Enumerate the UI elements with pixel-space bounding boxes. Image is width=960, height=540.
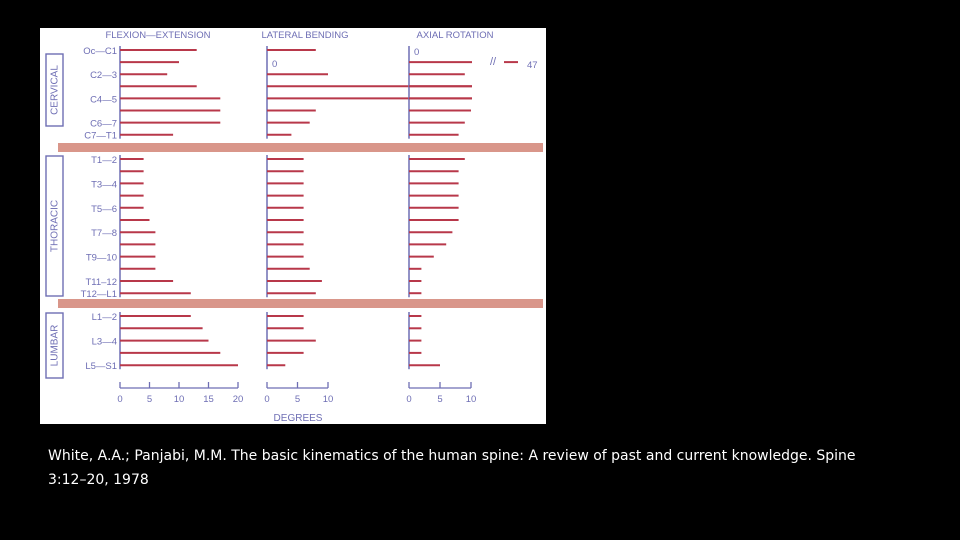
separator-cervical-thoracic — [58, 143, 543, 152]
x-axis-label: DEGREES — [273, 413, 323, 424]
level-label: L3—4 — [91, 336, 117, 348]
spine-kinematics-chart — [40, 28, 546, 424]
region-label-lumbar: LUMBAR — [49, 324, 61, 367]
level-label: C6—7 — [90, 118, 117, 130]
x-tick-label: 5 — [437, 394, 443, 405]
level-label: T1—2 — [91, 155, 117, 166]
level-label: L5—S1 — [85, 361, 117, 373]
chart-svg — [40, 28, 546, 424]
break-mark: // — [490, 56, 497, 69]
annotation-value: 47 — [527, 60, 538, 72]
level-label: C7—T1 — [84, 130, 117, 142]
x-tick-label: 5 — [294, 394, 301, 405]
panel-title: AXIAL ROTATION — [416, 30, 494, 41]
level-label: T11–12 — [85, 277, 117, 288]
level-label: L1—2 — [91, 312, 117, 323]
panel-title: LATERAL BENDING — [261, 30, 349, 41]
x-tick-label: 10 — [322, 394, 334, 405]
x-tick-label: 20 — [232, 394, 244, 405]
separator-thoracic-lumbar — [58, 299, 543, 308]
region-label-thoracic: THORACIC — [49, 199, 61, 253]
level-label: C2—3 — [90, 70, 117, 82]
x-tick-label: 5 — [146, 394, 153, 405]
caption-line-2: 3:12–20, 1978 — [48, 472, 149, 488]
x-tick-label: 10 — [465, 394, 477, 405]
x-tick-label: 0 — [117, 394, 123, 405]
caption-line-1: White, A.A.; Panjabi, M.M. The basic kinematics of the human spine: A review of past and current knowledge. Spine — [48, 448, 856, 464]
level-label: T12—L1 — [80, 289, 117, 301]
panel-title: FLEXION—EXTENSION — [105, 30, 211, 41]
x-tick-label: 10 — [173, 394, 185, 405]
level-label: T3—4 — [91, 179, 117, 191]
level-label: T5—6 — [91, 203, 117, 215]
level-label: C4—5 — [90, 94, 117, 106]
citation-caption — [48, 444, 928, 492]
level-label: T9—10 — [85, 252, 117, 264]
level-label: Oc—C1 — [83, 46, 117, 57]
x-tick-label: 0 — [264, 394, 270, 405]
x-tick-label: 0 — [406, 394, 412, 405]
annotation-zero: 0 — [414, 47, 420, 58]
level-label: T7—8 — [91, 228, 117, 240]
x-tick-label: 15 — [203, 394, 214, 405]
annotation-zero: 0 — [272, 59, 278, 71]
region-label-cervical: CERVICAL — [49, 65, 61, 115]
